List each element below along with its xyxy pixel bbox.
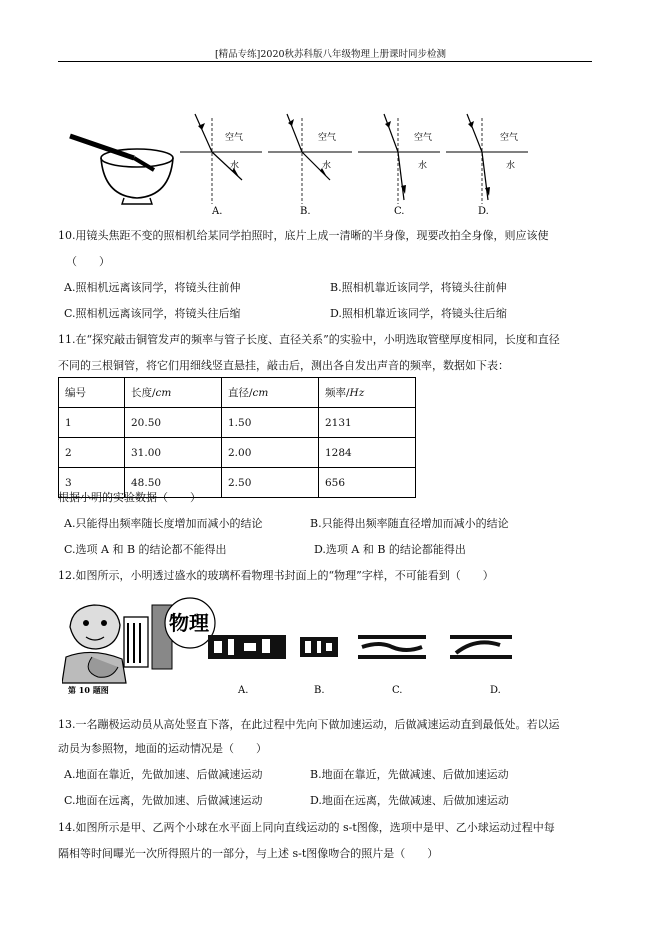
q11-option-b[interactable]: B.只能得出频率随直径增加而减小的结论 [310,517,509,530]
q14-stem-line2: 隔相等时间曝光一次所得照片的一部分，与上述 s-t图像吻合的照片是（ ） [58,847,439,860]
table-cell: 2.50 [222,468,319,498]
table-cell: 1284 [319,438,416,468]
q11-question: 根据小明的实验数据（ ） [58,491,201,504]
table-cell: 1.50 [222,408,319,438]
q12-option-d-image [450,635,512,696]
q12-option-label-c: C. [392,685,403,696]
q12-option-b-image [300,637,338,696]
refraction-diagram-c [358,114,440,217]
option-label-d: D. [478,206,489,217]
label-water-c: 水 [418,161,428,171]
table-cell: 2131 [319,408,416,438]
book-cover [165,598,215,648]
q13-stem-line1: 13.一名蹦极运动员从高处竖直下落，在此过程中先向下做加速运动，后做减速运动直到最低处。若以运 [58,718,560,731]
q10-option-a[interactable]: A.照相机远离该同学，将镜头往前伸 [64,281,241,294]
q11-stem-line1: 11.在“探究敲击铜管发声的频率与管子长度、直径关系”的实验中，小明选取管壁厚度相同，长度和直径 [58,333,560,346]
label-air-d: 空气 [500,133,519,143]
q12-figure-caption: 第 10 题图 [68,685,109,695]
table-header-row [59,378,416,408]
q13-stem-line2: 动员为参照物，地面的运动情况是（ ） [58,742,267,755]
refraction-diagram-a [180,114,262,217]
table-cell: 20.50 [125,408,222,438]
table-cell: 656 [319,468,416,498]
label-water-d: 水 [506,161,516,171]
q12-option-c-image [358,635,426,696]
table-header-cell: 长度/cm [125,378,222,408]
header-rule [58,61,592,62]
q11-stem-line2: 不同的三根铜管，将它们用细线竖直悬挂，敲击后，测出各自发出声音的频率，数据如下表： [58,359,509,372]
q12-option-label-d: D. [490,685,501,696]
label-air-b: 空气 [318,133,337,143]
option-label-a: A. [212,206,223,217]
q13-option-a[interactable]: A.地面在靠近，先做加速、后做减速运动 [64,768,263,781]
q10-stem-line1: 10.用镜头焦距不变的照相机给某同学拍照时，底片上成一清晰的半身像，现要改拍全身像，则应该使 [58,229,549,242]
q10-option-c[interactable]: C.照相机远离该同学，将镜头往后缩 [64,307,241,320]
q12-option-a-image [208,635,286,696]
table-cell: 3 [59,468,125,498]
q11-option-d[interactable]: D.选项 A 和 B 的结论都能得出 [314,543,466,556]
page-header: [精品专练]2020秋苏科版八年级物理上册课时同步检测 [214,49,447,60]
q13-option-c[interactable]: C.地面在远离，先做加速、后做减速运动 [64,794,263,807]
book-title-text: 物理 [169,611,209,635]
table-cell: 1 [59,408,125,438]
q13-option-b[interactable]: B.地面在靠近，先做减速、后做加速运动 [310,768,509,781]
option-label-c: C. [394,206,405,217]
q13-option-d[interactable]: D.地面在远离，先做减速、后做加速运动 [310,794,509,807]
table-cell: 31.00 [125,438,222,468]
table-row [59,438,416,468]
refraction-diagram-b [268,114,352,217]
bowl-with-chopstick [70,136,173,204]
label-water-b: 水 [322,161,332,171]
q11-option-c[interactable]: C.选项 A 和 B 的结论都不能得出 [64,543,227,556]
q12-stem: 12.如图所示，小明透过盛水的玻璃杯看物理书封面上的“物理”字样，不可能看到（ ） [58,569,494,582]
q10-stem-line2: （ ） [66,255,110,268]
q12-option-label-a: A. [238,685,249,696]
option-label-b: B. [300,206,311,217]
table-cell: 2 [59,438,125,468]
q10-option-d[interactable]: D.照相机靠近该同学，将镜头往后缩 [330,307,507,320]
q10-option-b[interactable]: B.照相机靠近该同学，将镜头往前伸 [330,281,507,294]
table-cell: 2.00 [222,438,319,468]
label-water-a: 水 [230,161,240,171]
table-header-cell: 直径/cm [222,378,319,408]
refraction-diagram-d [446,114,528,217]
q11-option-a[interactable]: A.只能得出频率随长度增加而减小的结论 [64,517,263,530]
table-cell: 48.50 [125,468,222,498]
table-header-cell: 频率/Hz [319,378,416,408]
refraction-figure [62,108,532,218]
q12-figure [62,597,532,699]
label-air-c: 空气 [414,133,433,143]
table-row [59,408,416,438]
label-air-a: 空气 [225,133,244,143]
q14-stem-line1: 14.如图所示是甲、乙两个小球在水平面上同向直线运动的 s-t图像，选项中是甲、乙小球运动过程中每 [58,821,555,834]
table-header-cell: 编号 [59,378,125,408]
q11-data-table [58,377,416,498]
q12-option-label-b: B. [314,685,325,696]
